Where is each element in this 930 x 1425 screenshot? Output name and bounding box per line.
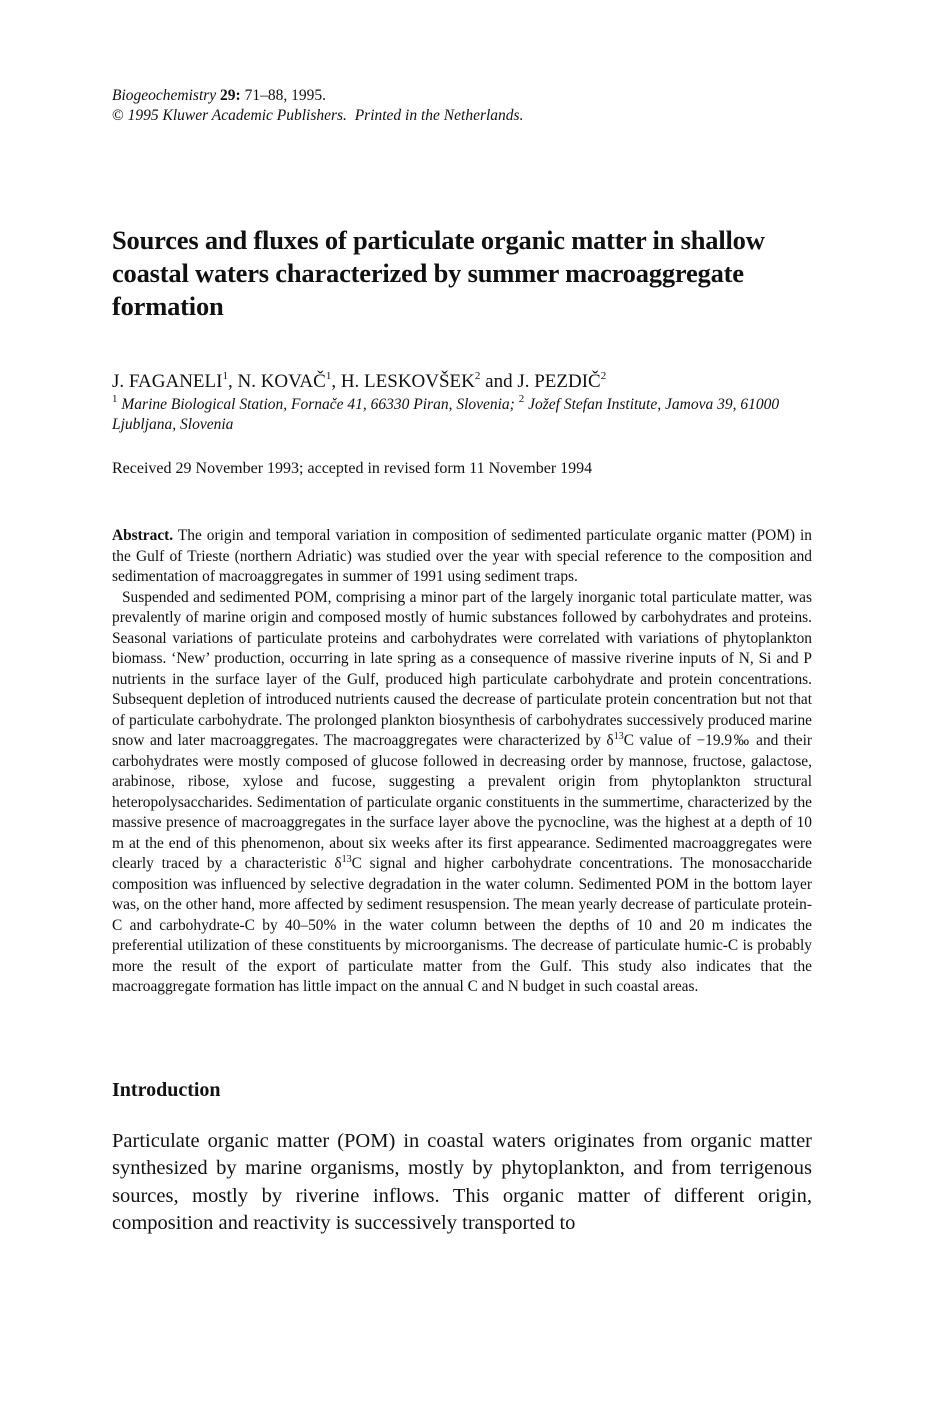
affiliation-2: Jožef Stefan Institute, Jamova 39, 61000 Ljubljana, Slovenia <box>112 396 780 433</box>
isotope-superscript: 13 <box>341 853 352 865</box>
journal-header <box>112 86 812 126</box>
author-name: N. KOVAČ <box>237 371 326 392</box>
introduction-body <box>112 1128 812 1238</box>
abstract-paragraph <box>112 526 812 588</box>
paper-page <box>112 86 812 1238</box>
journal-volume: 29: <box>220 87 241 104</box>
journal-pages: 71–88, 1995. <box>244 87 326 104</box>
author-affil-marker: 2 <box>600 369 607 382</box>
copyright-line <box>112 106 812 126</box>
author-name: H. LESKOVŠEK <box>340 371 475 392</box>
abstract-text: The origin and temporal variation in composition of sedimented particulate organic matter (POM) in the Gulf of Trieste (northern Adriatic) was studied over the year with special reference to the composition and sedimentation of macroaggregates in summer of 1991 using sediment traps. <box>112 527 812 585</box>
author-name: J. PEZDIČ <box>517 371 601 392</box>
abstract-label: Abstract. <box>112 527 174 544</box>
author-name: J. FAGANELI <box>112 371 223 392</box>
author-affil-marker: 2 <box>474 369 481 382</box>
citation-line <box>112 86 812 106</box>
abstract-text: Suspended and sedimented POM, comprising a minor part of the largely inorganic total particulate matter, was prevalently of marine origin and composed mostly of humic substances followed by carbohydrates and proteins. Seasonal variations of particulate proteins and carbohydrates were correlated with variations of phytoplankton biomass. ‘New’ production, occurring in late spring as a consequence of massive riverine inputs of N, Si and P nutrients in the surface layer of the Gulf, produced high particulate carbohydrate and protein concentrations. Subsequent depletion of introduced nutrients caused the decrease of particulate protein concentration but not that of particulate carbohydrate. The prolonged plankton biosynthesis of carbohydrates successively produced marine snow and later macroaggregates. The macroaggregates were characterized by δ <box>112 588 812 749</box>
printed-text: Printed in the Netherlands. <box>354 107 524 124</box>
abstract <box>112 526 812 998</box>
isotope-superscript: 13 <box>613 730 624 742</box>
author-affil-marker: 1 <box>325 369 332 382</box>
author-separator: and <box>480 371 518 392</box>
author-separator: , <box>331 371 341 392</box>
author-list <box>112 371 812 393</box>
affil-marker: 1 <box>112 392 118 405</box>
affiliation-1: Marine Biological Station, Fornače 41, 66330 Piran, Slovenia; <box>121 396 515 413</box>
author-affil-marker: 1 <box>222 369 228 382</box>
received-dates: Received 29 November 1993; accepted in revised form 11 November 1994 <box>112 460 593 477</box>
author-separator: , <box>227 371 238 392</box>
abstract-paragraph <box>112 588 812 998</box>
copyright-text: 1995 Kluwer Academic Publishers. <box>127 107 347 124</box>
section-heading-introduction: Introduction <box>112 1078 221 1101</box>
abstract-text: C value of −19.9‰ and their carbohydrates were mostly composed of glucose followed in decreasing order by mannose, fructose, galactose, arabinose, ribose, xylose and fucose, suggesting a prevalent origin from phytoplankton structural heteropolysaccharides. Sedimentation of particulate organic constituents in the summertime, characterized by the massive presence of macroaggregates in the surface layer above the pycnocline, was the highest at a depth of 10 m at the end of this phenomenon, about six weeks after its first appearance. Sedimented macroaggregates were clearly traced by a characteristic δ <box>112 732 812 872</box>
abstract-text: C signal and higher carbohydrate concentrations. The monosaccharide composition was influenced by selective degradation in the water column. Sedimented POM in the bottom layer was, on the other hand, more affected by sediment resuspension. The mean yearly decrease of particulate protein-C and carbohydrate-C by 40–50% in the water column between the depths of 10 and 20 m indicates the preferential utilization of these constituents by microorganisms. The decrease of particulate humic-C is probably more the result of the export of particulate matter from the Gulf. This study also indicates that the macroaggregate formation has little impact on the annual C and N budget in such coastal areas. <box>112 855 812 995</box>
affiliations <box>112 392 812 435</box>
body-paragraph: Particulate organic matter (POM) in coastal waters originates from organic matter synthesized by marine organisms, mostly by phytoplankton, and from terrigenous sources, mostly by riverine inflows. This organic matter of different origin, composition and reactivity is successively transported to <box>112 1129 812 1234</box>
copyright-icon: © <box>112 107 124 124</box>
journal-name: Biogeochemistry <box>112 87 217 104</box>
paper-title: Sources and fluxes of particulate organic matter in shallow coastal waters characterized by summer macroaggregate formation <box>112 225 765 321</box>
affil-marker: 2 <box>518 392 525 405</box>
